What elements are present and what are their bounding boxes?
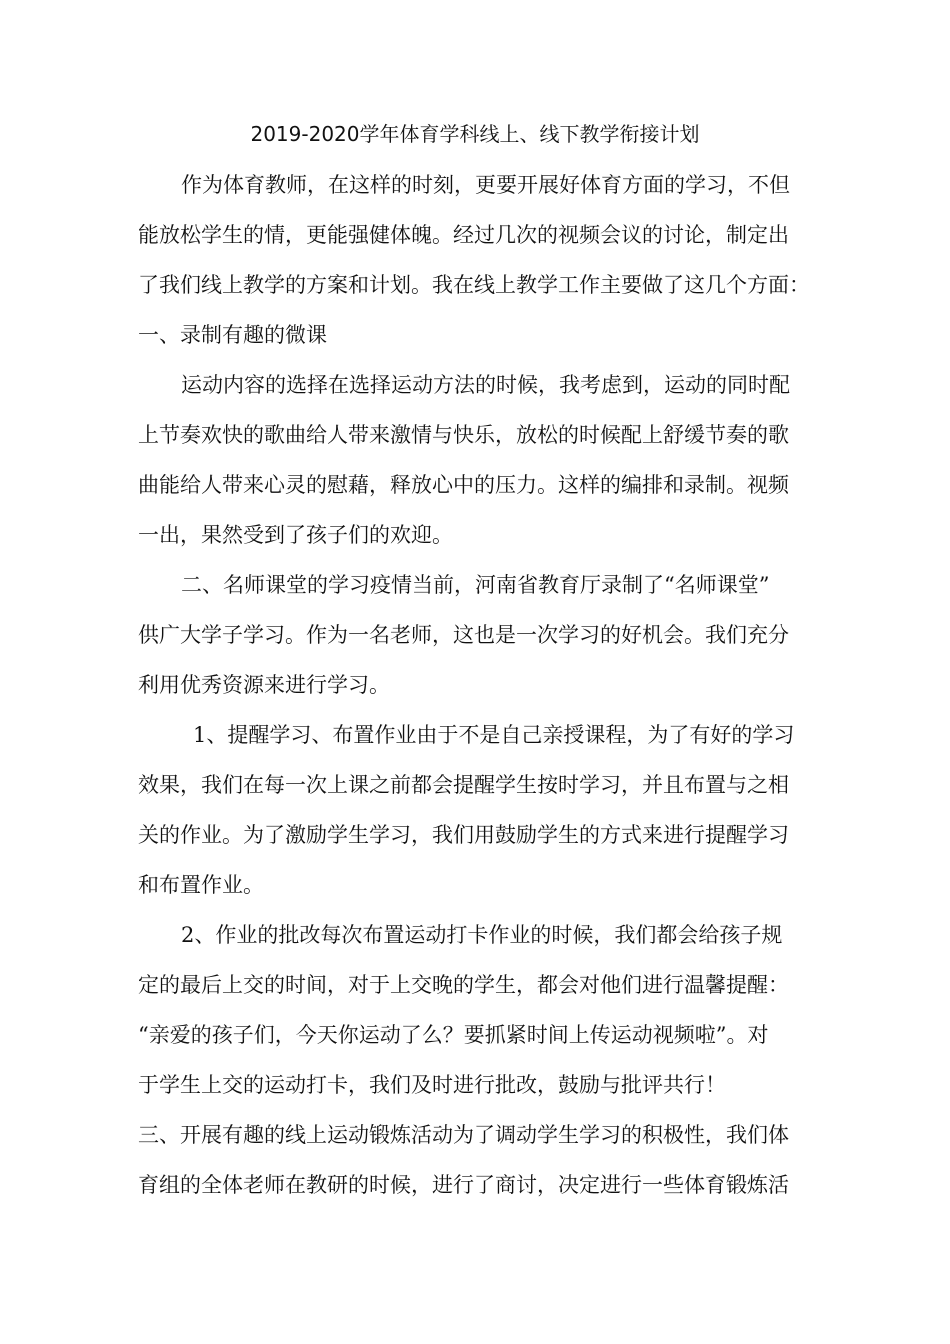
paragraph-line: 1、提醒学习、布置作业由于不是自己亲授课程，为了有好的学习 (193, 723, 795, 747)
paragraph-line: 于学生上交的运动打卡，我们及时进行批改，鼓励与批评共行！ (138, 1073, 726, 1097)
paragraph-line: 定的最后上交的时间，对于上交晚的学生，都会对他们进行温馨提醒： (138, 973, 789, 997)
paragraph-line: 作为体育教师，在这样的时刻，更要开展好体育方面的学习，不但 (181, 173, 790, 197)
paragraph-line: 了我们线上教学的方案和计划。我在线上教学工作主要做了这几个方面： (138, 273, 810, 297)
paragraph-line: 2、作业的批改每次布置运动打卡作业的时候，我们都会给孩子规 (181, 923, 783, 947)
paragraph-line: 二、名师课堂的学习疫情当前，河南省教育厅录制了“名师课堂” (181, 573, 770, 597)
document-title: 2019-2020学年体育学科线上、线下教学衔接计划 (250, 122, 700, 146)
paragraph-line: 供广大学子学习。作为一名老师，这也是一次学习的好机会。我们充分 (138, 623, 789, 647)
section-heading: 一、录制有趣的微课 (138, 323, 327, 347)
document-body (138, 165, 844, 1215)
paragraph-line: 利用优秀资源来进行学习。 (138, 673, 390, 697)
paragraph-line: 一出，果然受到了孩子们的欢迎。 (138, 523, 453, 547)
paragraph-line: 运动内容的选择在选择运动方法的时候，我考虑到，运动的同时配 (181, 373, 790, 397)
paragraph-line: 曲能给人带来心灵的慰藉，释放心中的压力。这样的编排和录制。视频 (138, 473, 789, 497)
paragraph-line: 上节奏欢快的歌曲给人带来激情与快乐，放松的时候配上舒缓节奏的歌 (138, 423, 789, 447)
paragraph-line: 能放松学生的情，更能强健体魄。经过几次的视频会议的讨论，制定出 (138, 223, 789, 247)
paragraph-line: 关的作业。为了激励学生学习，我们用鼓励学生的方式来进行提醒学习 (138, 823, 789, 847)
paragraph-line: “亲爱的孩子们，今天你运动了么？要抓紧时间上传运动视频啦”。对 (138, 1023, 769, 1047)
section-heading: 三、开展有趣的线上运动锻炼活动为了调动学生学习的积极性，我们体 (138, 1123, 789, 1147)
paragraph-line: 育组的全体老师在教研的时候，进行了商讨，决定进行一些体育锻炼活 (138, 1173, 789, 1197)
paragraph-line: 和布置作业。 (138, 873, 264, 897)
paragraph-line: 效果，我们在每一次上课之前都会提醒学生按时学习，并且布置与之相 (138, 773, 789, 797)
